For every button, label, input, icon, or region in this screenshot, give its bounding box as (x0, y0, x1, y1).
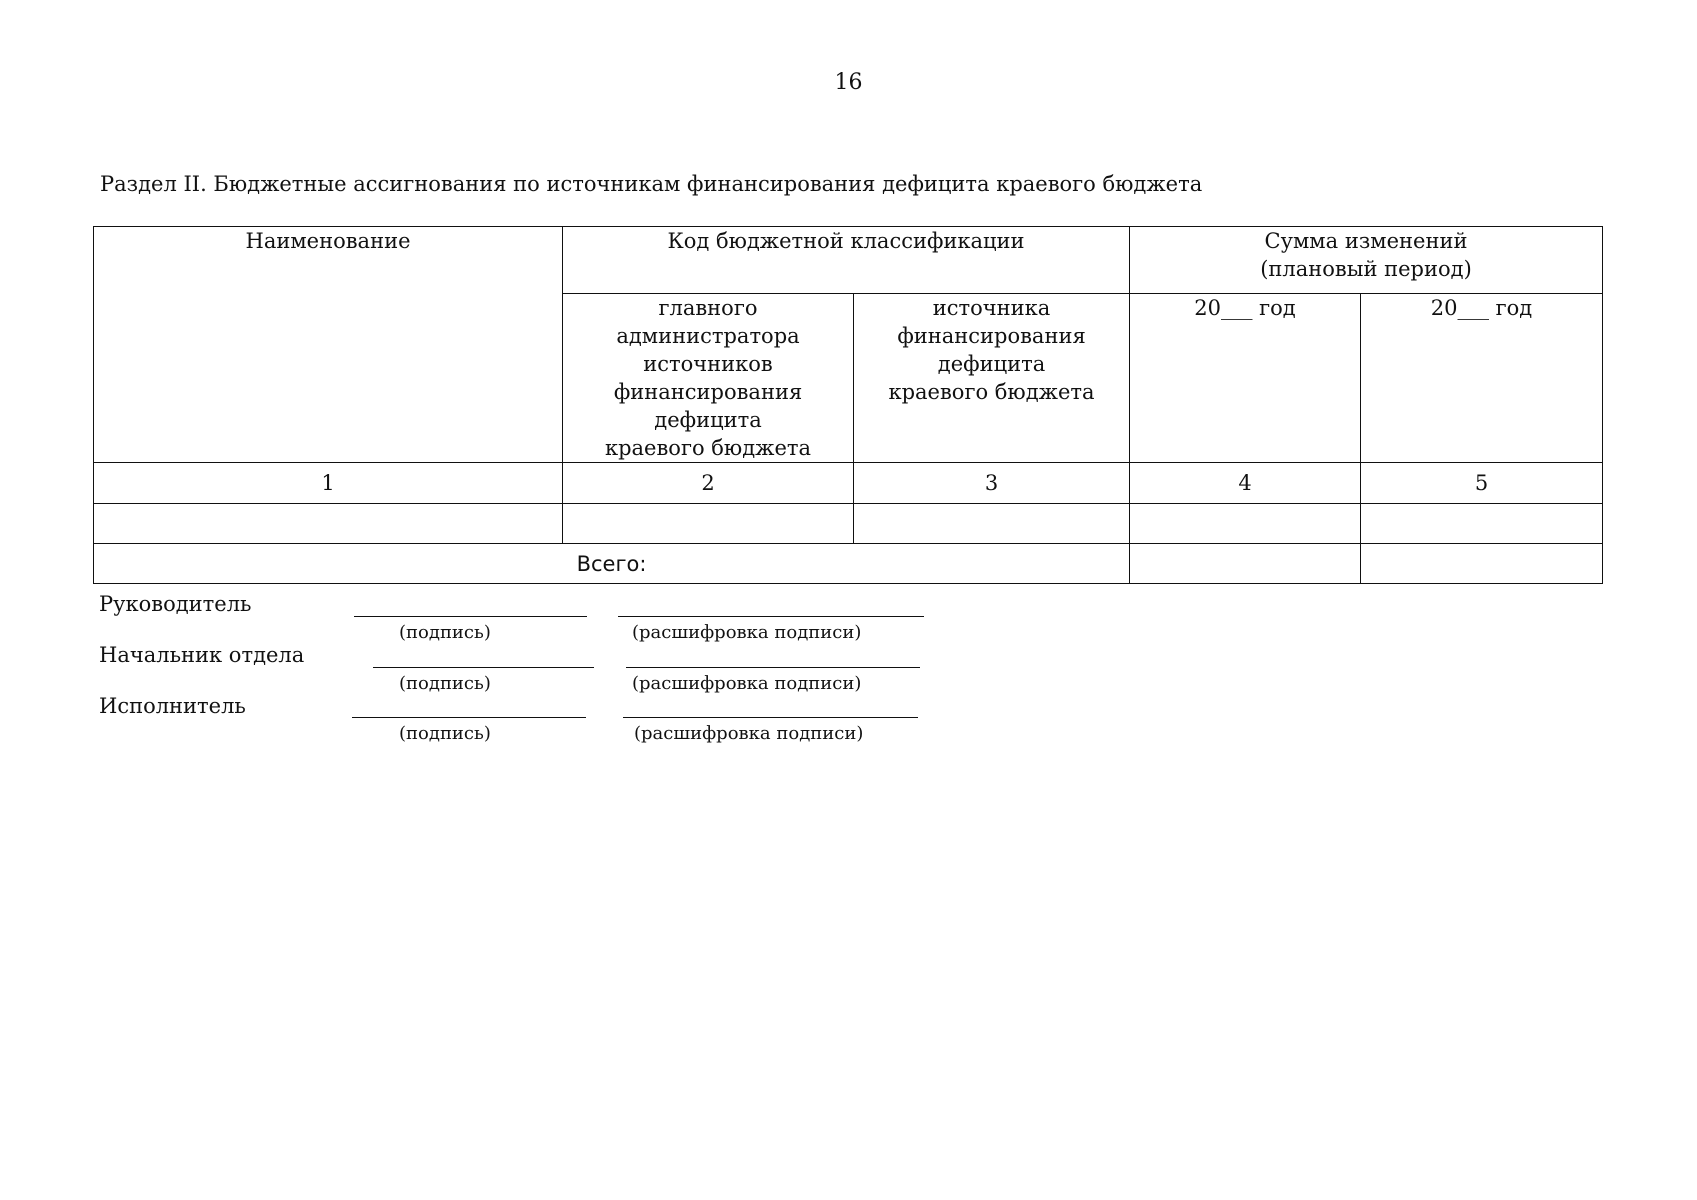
signature-line (354, 616, 587, 617)
section-title: Раздел II. Бюджетные ассигнования по источникам финансирования дефицита краевого бюджета (100, 172, 1203, 196)
column-number: 1 (94, 463, 563, 504)
empty-cell (854, 504, 1130, 544)
column-numbers-row (94, 463, 1603, 504)
signature-role-head: Руководитель (99, 592, 252, 616)
column-number: 3 (854, 463, 1130, 504)
signature-line (373, 667, 594, 668)
header-change-sum: Сумма изменений (плановый период) (1130, 227, 1603, 294)
decode-caption: (расшифровка подписи) (634, 723, 864, 744)
total-label: Всего: (94, 544, 1130, 584)
header-source: источника финансирования дефицита краевого бюджета (854, 294, 1130, 463)
empty-cell (94, 504, 563, 544)
decode-caption: (расшифровка подписи) (632, 673, 862, 694)
total-year-2-cell (1361, 544, 1603, 584)
total-year-1-cell (1130, 544, 1361, 584)
signature-caption: (подпись) (399, 622, 491, 643)
signature-role-executor: Исполнитель (99, 694, 246, 718)
decode-line (626, 667, 920, 668)
signature-caption: (подпись) (399, 673, 491, 694)
header-name: Наименование (94, 227, 563, 463)
decode-line (623, 717, 918, 718)
header-row-top (94, 227, 1603, 294)
page-number: 16 (834, 70, 863, 95)
header-year-2: 20___ год (1361, 294, 1603, 463)
empty-cell (1130, 504, 1361, 544)
header-budget-code: Код бюджетной классификации (563, 227, 1130, 294)
signature-role-dept-head: Начальник отдела (99, 643, 305, 667)
table-row (94, 504, 1603, 544)
signature-caption: (подпись) (399, 723, 491, 744)
budget-table (93, 226, 1603, 584)
column-number: 2 (563, 463, 854, 504)
column-number: 5 (1361, 463, 1603, 504)
column-number: 4 (1130, 463, 1361, 504)
signature-line (352, 717, 586, 718)
header-chief-admin: главного администратора источников финансирования дефицита краевого бюджета (563, 294, 854, 463)
total-row (94, 544, 1603, 584)
decode-line (618, 616, 924, 617)
header-year-1: 20___ год (1130, 294, 1361, 463)
empty-cell (1361, 504, 1603, 544)
empty-cell (563, 504, 854, 544)
decode-caption: (расшифровка подписи) (632, 622, 862, 643)
